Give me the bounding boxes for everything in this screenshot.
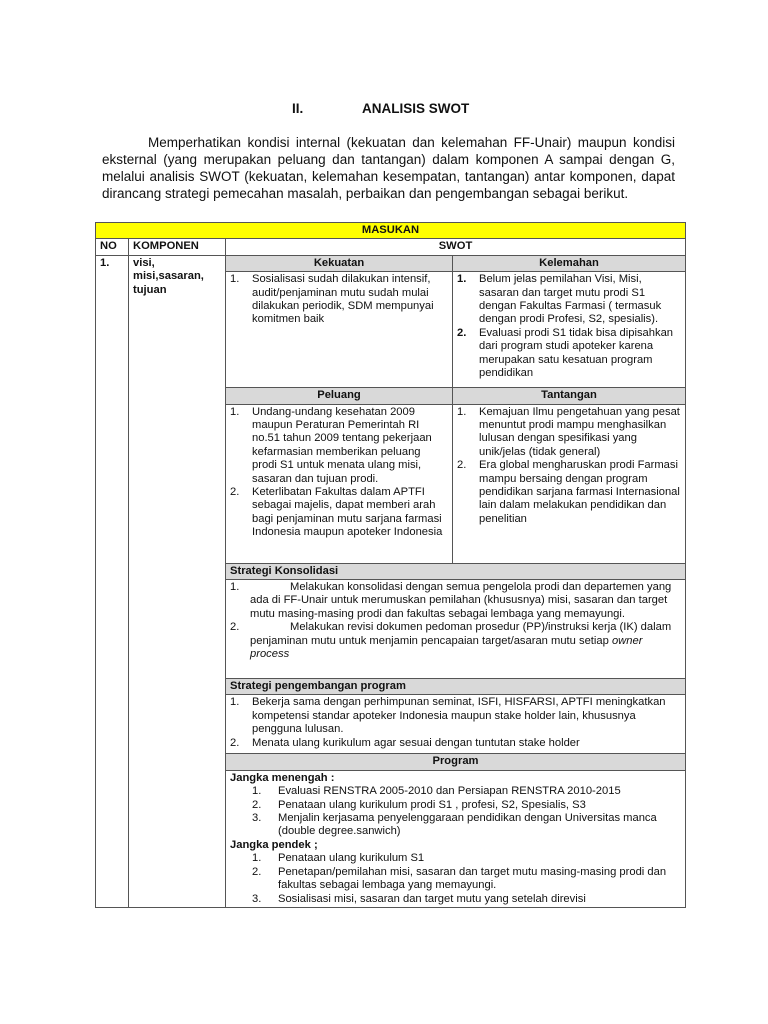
intro-paragraph: [102, 134, 675, 202]
row-number: 1.: [96, 255, 129, 907]
list-item: [457, 459, 681, 526]
list-text: Penetapan/pemilahan misi, sasaran dan target mutu masing-masing prodi dan fakultas sebagai lembaga yang memayungi.: [278, 865, 667, 892]
masukan-row: [96, 223, 686, 239]
pengembangan-list: [230, 696, 681, 750]
list-item: [457, 273, 681, 327]
list-text: Melakukan konsolidasi dengan semua pengelola prodi dan departemen yang ada di FF-Unair untuk merumuskan pemilahan (khususnya) misi, sasaran dan target mutu masing-masing prodi dan fakultas sebagai lembaga yang memayungi.: [250, 581, 672, 620]
col-komponen-header: KOMPONEN: [129, 239, 226, 255]
jangka-menengah-list: [252, 785, 681, 839]
peluang-list: [230, 406, 448, 540]
pengembangan-header: Strategi pengembangan program: [226, 679, 686, 695]
list-item: [252, 893, 681, 906]
kekuatan-list: [230, 273, 448, 327]
list-text: Melakukan revisi dokumen pedoman prosedur (PP)/instruksi kerja (IK) dalam penjaminan mutu untuk menjamin pencapaian target/asaran mutu setiap owner process: [250, 621, 672, 661]
list-item: [230, 486, 448, 540]
list-text: Sosialisasi sudah dilakukan intensif, audit/penjaminan mutu sudah mulai dilakukan periodik, SDM mempunyai komitmen baik: [252, 273, 434, 326]
list-text: Penataan ulang kurikulum prodi S1 , profesi, S2, Spesialis, S3: [278, 798, 586, 811]
tantangan-header: Tantangan: [453, 388, 686, 404]
tantangan-cell: [453, 404, 686, 563]
list-item: [230, 406, 448, 486]
list-text: Belum jelas pemilahan Visi, Misi, sasaran dan target mutu prodi S1 dengan Fakultas Farmasi ( termasuk dengan prodi Profesi, S2, spesialis).: [479, 273, 662, 326]
jangka-pendek-list: [252, 852, 681, 906]
list-number: 2.: [252, 865, 262, 878]
swot-table: [95, 222, 686, 908]
konsolidasi-header: Strategi Konsolidasi: [226, 563, 686, 579]
row-komponen: visi, misi,sasaran, tujuan: [129, 255, 226, 907]
list-number: 2.: [457, 326, 467, 339]
list-text: Bekerja sama dengan perhimpunan seminat, ISFI, HISFARSI, APTFI meningkatkan kompetensi standar apoteker Indonesia maupun stake holder lain, khususnya pengguna lulusan.: [252, 696, 666, 736]
list-number: 1.: [230, 273, 240, 286]
list-text: Penataan ulang kurikulum S1: [278, 852, 425, 865]
list-number: 1.: [457, 273, 467, 286]
list-number: 1.: [457, 405, 467, 418]
kelemahan-list: [457, 273, 681, 380]
kekuatan-header: Kekuatan: [226, 255, 453, 271]
list-number: 2.: [230, 621, 240, 634]
konsolidasi-list: [230, 581, 681, 661]
list-item: [252, 852, 681, 865]
peluang-cell: [226, 404, 453, 563]
pengembangan-cell: [226, 695, 686, 754]
section-title: ANALISIS SWOT: [362, 101, 470, 116]
konsolidasi-cell: [226, 580, 686, 679]
kekuatan-kelemahan-header-row: [96, 255, 686, 271]
program-cell: [226, 770, 686, 907]
header-row: [96, 239, 686, 255]
list-number: 3.: [252, 892, 262, 905]
list-number: 2.: [457, 459, 467, 472]
list-item: [230, 737, 681, 750]
list-number: 2.: [230, 736, 240, 749]
list-item: [230, 621, 681, 661]
list-text: Menjalin kerjasama penyelenggaraan pendidikan dengan Universitas manca (double degree.sanwich): [278, 812, 657, 838]
list-number: 1.: [252, 852, 262, 865]
kelemahan-header: Kelemahan: [453, 255, 686, 271]
list-number: 1.: [252, 785, 262, 798]
list-number: 1.: [230, 405, 240, 418]
col-no-header: NO: [96, 239, 129, 255]
list-number: 2.: [252, 798, 262, 811]
list-number: 1.: [230, 581, 240, 594]
list-item: [230, 273, 448, 327]
list-text: Evaluasi RENSTRA 2005-2010 dan Persiapan RENSTRA 2010-2015: [278, 785, 621, 798]
col-swot-header: SWOT: [226, 239, 686, 255]
list-number: 1.: [230, 696, 240, 709]
list-text: Era global mengharuskan prodi Farmasi mampu bersaing dengan program pendidikan sarjana farmasi Internasional lain dalam melakukan pendidikan dan penelitian: [479, 459, 680, 525]
list-item: [230, 696, 681, 736]
list-item: [457, 327, 681, 381]
kelemahan-cell: [453, 272, 686, 388]
list-text: Keterlibatan Fakultas dalam APTFI sebagai majelis, dapat memberi arah bagi penjaminan mutu sarjana farmasi Indonesia maupun apoteker Indonesia: [252, 486, 443, 539]
list-item: [252, 785, 681, 798]
intro-text: Memperhatikan kondisi internal (kekuatan dan kelemahan FF-Unair) maupun kondisi eksternal (yang merupakan peluang dan tantangan) dalam komponen A sampai dengan G, melalui analisis SWOT (kekuatan, kelemahan kesempatan, tantangan) antar komponen, dapat dirancang strategi pemecahan masalah, perbaikan dan pengembangan sebagai berikut.: [102, 135, 675, 201]
program-header: Program: [226, 754, 686, 770]
tantangan-list: [457, 406, 681, 527]
list-number: 3.: [252, 812, 262, 825]
section-number: II.: [292, 101, 304, 116]
list-text: Kemajuan Ilmu pengetahuan yang pesat menuntut prodi mampu menghasilkan lulusan dengan spesifikasi yang unik/jelas (tidak general): [479, 405, 680, 458]
list-text: Undang-undang kesehatan 2009 maupun Peraturan Pemerintah RI no.51 tahun 2009 tentang pekerjaan kefarmasian memberikan peluang prodi S1 untuk menata ulang misi, sasaran dan tujuan prodi.: [252, 405, 432, 485]
list-item: [230, 581, 681, 621]
list-item: [252, 866, 681, 893]
list-text: Evaluasi prodi S1 tidak bisa dipisahkan dari program studi apoteker karena merupakan satu kesatuan program pendidikan: [479, 326, 674, 380]
list-italic-text: owner process: [250, 634, 643, 661]
list-item: [252, 799, 681, 812]
list-item: [457, 406, 681, 460]
kekuatan-cell: [226, 272, 453, 388]
jangka-pendek-label: Jangka pendek ;: [230, 838, 318, 851]
peluang-header: Peluang: [226, 388, 453, 404]
jangka-menengah-label: Jangka menengah :: [230, 771, 335, 784]
masukan-header: MASUKAN: [96, 223, 686, 239]
list-text: Menata ulang kurikulum agar sesuai dengan tuntutan stake holder: [252, 736, 580, 749]
list-item: [252, 812, 681, 839]
list-text: Sosialisasi misi, sasaran dan target mutu yang setelah direvisi: [278, 892, 586, 905]
list-number: 2.: [230, 486, 240, 499]
